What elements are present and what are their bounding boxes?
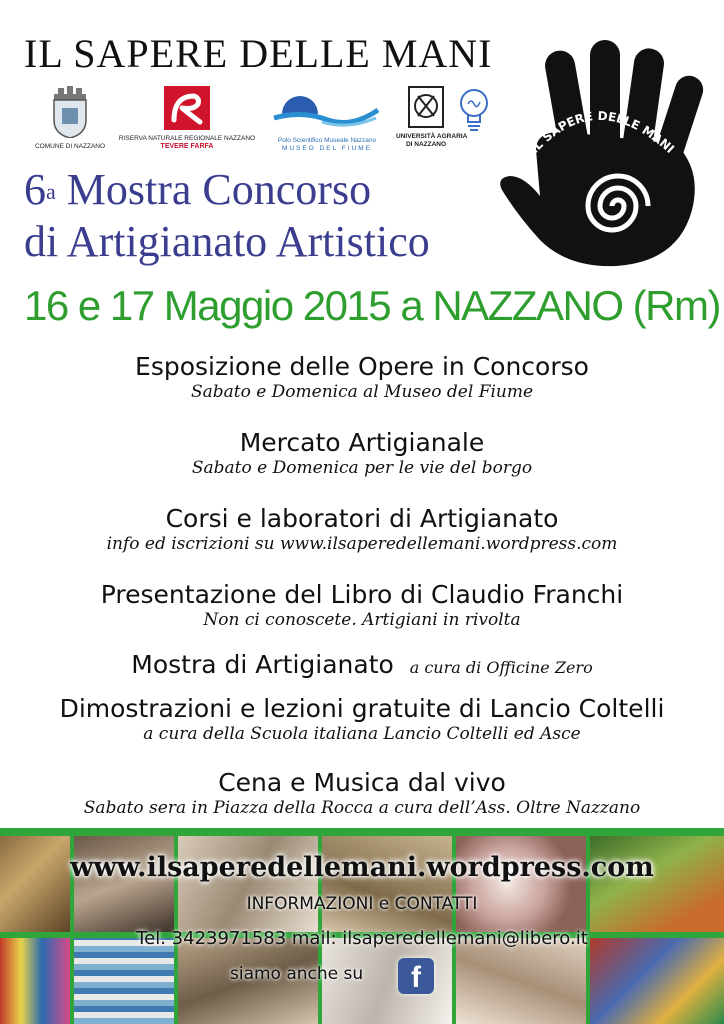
event-courses [0,504,724,554]
polo-logo [262,86,392,153]
riserva-caption: RISERVA NATURALE REGIONALE NAZZANO [118,135,256,142]
collage-photo [74,836,174,932]
edition-heading [24,165,372,214]
event-detail: a cura della Scuola italiana Lancio Coltelli ed Asce [143,724,581,744]
collage-photo [0,836,70,932]
event-detail: Non ci conoscete. Artigiani in rivolta [203,610,521,630]
event-artisan-show [0,650,724,683]
event-detail: a cura di Officine Zero [409,658,593,677]
collage-photo [322,836,452,932]
footer-collage [0,828,724,1024]
footer-contact[interactable]: Tel. 3423971583 mail: ilsaperedellemani@libero.it [136,928,588,949]
comune-logo [22,86,118,151]
universita-emblem-icon [408,86,444,128]
event-heading: Cena e Musica dal vivo [218,768,506,797]
hand-logo-text: IL SAPERE DELLE MANI [527,108,677,157]
universita-caption: UNIVERSITÀ AGRARIA [396,133,468,140]
comune-caption: COMUNE DI NAZZANO [34,143,106,150]
polo-caption: Polo Scientifico Museale Nazzano [277,137,377,144]
museo-emblem-icon [272,86,382,132]
event-heading: Presentazione del Libro di Claudio Franchi [100,580,624,609]
lightbulb-logo [454,88,494,139]
collage-photo [0,938,70,1024]
coat-of-arms-icon [48,86,92,138]
footer-social-label: siamo anche su [230,964,364,984]
event-detail: Sabato e Domenica per le vie del borgo [191,458,533,478]
event-subtitle: di Artigianato Artistico [24,217,430,266]
polo-caption-2: MUSEO DEL FIUME [281,145,373,152]
event-date: 16 e 17 Maggio 2015 a NAZZANO (Rm) [24,282,720,329]
collage-photo [456,938,586,1024]
collage-photo [74,938,174,1024]
event-heading: Esposizione delle Opere in Concorso [135,352,589,381]
hand-logo-icon [496,40,712,276]
edition-text: Mostra Concorso [66,165,372,214]
event-heading: Dimostrazioni e lezioni gratuite di Lancio Coltelli [59,694,665,723]
collage-photo [590,938,724,1024]
riserva-emblem-icon [164,86,210,130]
universita-logo [396,86,468,149]
riserva-caption-2: TEVERE FARFA [160,143,214,150]
edition-number: 6 [24,165,46,214]
event-detail: info ed iscrizioni su www.ilsaperedellemani.wordpress.com [106,534,618,554]
event-heading: Corsi e laboratori di Artigianato [165,504,559,533]
poster-title: IL SAPERE DELLE MANI [24,31,493,76]
event-dinner [0,768,724,818]
universita-caption-2: DI NAZZANO [405,141,447,148]
event-heading: Mercato Artigianale [239,428,485,457]
event-exhibition [0,352,724,402]
edition-ordinal: a [46,179,56,204]
collage-photo [178,836,318,932]
facebook-icon[interactable]: f [398,958,434,994]
event-heading: Mostra di Artigianato [131,650,394,679]
event-detail: Sabato sera in Piazza della Rocca a cura dell’Ass. Oltre Nazzano [83,798,641,818]
event-detail: Sabato e Domenica al Museo del Fiume [190,382,534,402]
riserva-logo [112,86,262,150]
footer-website-link[interactable]: www.ilsaperedellemani.wordpress.com [70,852,654,883]
event-market [0,428,724,478]
event-knife-throwing [0,694,724,744]
event-book [0,580,724,630]
footer-info-label: INFORMAZIONI e CONTATTI [246,894,478,914]
collage-photo [456,836,586,932]
lightbulb-icon [459,88,489,134]
collage-photo [590,836,724,932]
